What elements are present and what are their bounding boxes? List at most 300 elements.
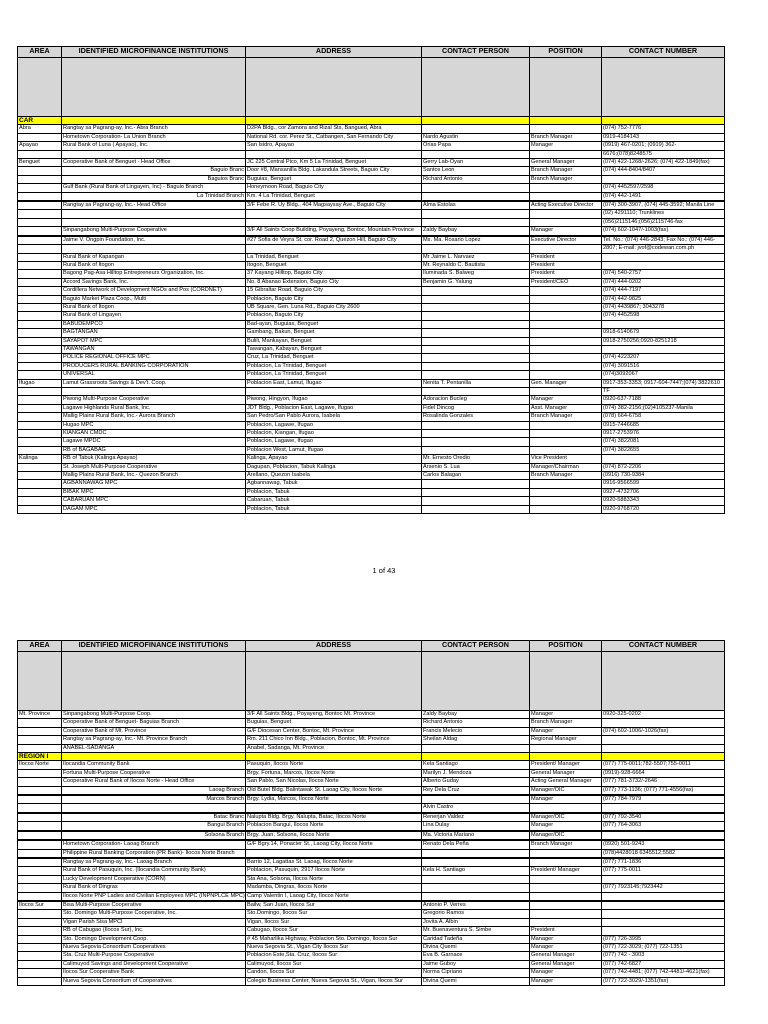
table-body — [18, 711, 725, 986]
cell-position — [530, 125, 602, 133]
table-row — [18, 858, 725, 866]
cell-position — [530, 480, 602, 488]
cell-contact-number: (074)3092067 — [602, 371, 725, 379]
cell-institution: Cooperative Bank of Benguet- Baguias Branch — [62, 719, 246, 727]
table-row — [18, 125, 725, 133]
table-row — [18, 813, 725, 821]
cell-institution — [62, 150, 246, 158]
cell-institution: UNIVERSAL — [62, 371, 246, 379]
header-position: POSITION — [530, 641, 602, 652]
table-row — [18, 236, 725, 244]
cell-contact-number: (077) 726-3995 — [602, 935, 725, 943]
cell-contact-number: 0920-5883343 — [602, 497, 725, 505]
cell-contact-number: (077) 771-1836 — [602, 858, 725, 866]
cell-area — [18, 786, 62, 794]
cell-contact-number: (077) 775-0011 — [602, 867, 725, 875]
cell-area — [18, 236, 62, 244]
header-address: ADDRESS — [246, 641, 422, 652]
table-row — [18, 192, 725, 200]
cell-area — [18, 858, 62, 866]
cell-address: Vigan, Ilocos Sur — [246, 918, 422, 926]
cell-institution: Baguios Branc — [62, 175, 246, 183]
cell-position — [530, 438, 602, 446]
cell-area — [18, 287, 62, 295]
cell-address: Camp Valentin I, Laoag City, Ilocos Norte — [246, 892, 422, 900]
cell-address: Poblacion Bangui, Ilocos Norte — [246, 822, 422, 830]
cell-address: G/F Bgry.14, Ponacier St., Laoag City, Ilocos Norte — [246, 841, 422, 849]
table-row — [18, 388, 725, 396]
cell-contact-number — [602, 910, 725, 918]
cell-contact-person: Antonio P. Verres — [422, 901, 530, 909]
cell-area — [18, 354, 62, 362]
cell-contact-person: Divina Quemi — [422, 977, 530, 985]
cell-position: Manager — [530, 796, 602, 804]
cell-address: JDT Bldg., Poblacion East, Lagawe, Ifugao — [246, 404, 422, 412]
cell-position: Manager — [530, 943, 602, 951]
cell-institution — [62, 218, 246, 226]
cell-position — [530, 421, 602, 429]
cell-area — [18, 719, 62, 727]
cell-contact-number: 0927-4732706 — [602, 488, 725, 496]
header-area: AREA — [18, 641, 62, 652]
table-row — [18, 218, 725, 226]
cell-area: Mt. Province — [18, 711, 62, 719]
header-contact-person: CONTACT PERSON — [422, 47, 530, 58]
cell-contact-person: Ma. Victoria Mariano — [422, 831, 530, 839]
cell-address: Sta Ana, Solsona, Ilocos Norte — [246, 875, 422, 883]
cell-address: Buguias, Benguet — [246, 719, 422, 727]
cell-area — [18, 261, 62, 269]
cell-contact-number: (077) 722-3029; (077) 722-1351 — [602, 943, 725, 951]
cell-contact-person: Jaime Guboy — [422, 960, 530, 968]
cell-contact-number: (074) 442-1491 — [602, 192, 725, 200]
cell-address: Dagupan, Poblacion, Tabuk Kalinga — [246, 463, 422, 471]
cell-contact-person: Nardo Agustin — [422, 133, 530, 141]
cell-address: Poblacion East, Lamut, Ifugao — [246, 379, 422, 387]
cell-address: Colegio Business Center, Nueva Segovia St., Vigan, Ilocos Sur — [246, 977, 422, 985]
cell-area — [18, 270, 62, 278]
cell-contact-person: Nenita T. Pentanilla — [422, 379, 530, 387]
cell-contact-person — [422, 892, 530, 900]
cell-address: Brgy. Fortuna, Marcos, Ilocos Norte — [246, 769, 422, 777]
cell-address: San Pablo, San Nicolas, Ilocos Norte — [246, 778, 422, 786]
cell-contact-number: 0920-9768720 — [602, 505, 725, 513]
cell-area — [18, 184, 62, 192]
cell-area — [18, 438, 62, 446]
cell-institution: Hometown Corporation- La Union Branch — [62, 133, 246, 141]
cell-institution: Sta. Cruz Multi-Purpose Cooperative — [62, 952, 246, 960]
section-cell — [530, 753, 602, 761]
cell-area — [18, 977, 62, 985]
cell-position: Vice President — [530, 455, 602, 463]
cell-area — [18, 927, 62, 935]
cell-area — [18, 421, 62, 429]
cell-institution: Sinpangabong Multi-Purpose Coop. — [62, 711, 246, 719]
cell-contact-person — [422, 303, 530, 311]
cell-position: General Manager — [530, 159, 602, 167]
table-row — [18, 438, 725, 446]
header-institutions: IDENTIFIED MICROFINANCE INSTITUTIONS — [62, 641, 246, 652]
table-row — [18, 935, 725, 943]
cell-position: Manager — [530, 396, 602, 404]
cell-contact-number: (074) 540-2757 — [602, 270, 725, 278]
cell-address: Old Butel Bldg. Balintawak St. Laoag City, Ilocos Norte — [246, 786, 422, 794]
cell-position: Branch Manager — [530, 167, 602, 175]
cell-address: Poblacion West, Lamut, Ifugao — [246, 446, 422, 454]
cell-area — [18, 133, 62, 141]
cell-contact-person — [422, 150, 530, 158]
section-label: REGION I — [18, 753, 62, 761]
cell-contact-number: (077) 792-3540 — [602, 813, 725, 821]
cell-position: Manager — [530, 727, 602, 735]
table-row — [18, 960, 725, 968]
table-row — [18, 884, 725, 892]
cell-contact-person: Eva B. Garnace — [422, 952, 530, 960]
cell-area — [18, 472, 62, 480]
cell-contact-number — [602, 831, 725, 839]
cell-position: Manager — [530, 977, 602, 985]
cell-contact-number — [602, 719, 725, 727]
cell-position — [530, 505, 602, 513]
table-row — [18, 396, 725, 404]
table-row — [18, 379, 725, 387]
cell-contact-person: Rosalinda Gonzales — [422, 413, 530, 421]
cell-position — [530, 892, 602, 900]
cell-contact-number: (074) 382-2156;(02)4105237-Manila — [602, 404, 725, 412]
cell-institution: RB of Tabuk (Kalinga Apayao) — [62, 455, 246, 463]
cell-contact-person — [422, 210, 530, 218]
cell-position — [530, 362, 602, 370]
table-row — [18, 184, 725, 192]
cell-institution: BAGTANGAN — [62, 329, 246, 337]
cell-position — [530, 184, 602, 192]
cell-area — [18, 430, 62, 438]
cell-position: Manager/Chairman — [530, 463, 602, 471]
header-row — [18, 47, 725, 58]
cell-contact-number: (074) 300-3907, (074) 445-3592; Manila Line — [602, 202, 725, 210]
cell-contact-person: Alvin Castro — [422, 804, 530, 812]
cell-contact-number: (074) 444-0202 — [602, 278, 725, 286]
cell-institution — [62, 388, 246, 396]
cell-institution: Rural Bank of Kapangan — [62, 253, 246, 261]
cell-contact-number: (074) 752-7776 — [602, 125, 725, 133]
cell-contact-person — [422, 446, 530, 454]
cell-contact-person — [422, 192, 530, 200]
cell-institution: CABARUAN MPC — [62, 497, 246, 505]
cell-area — [18, 312, 62, 320]
header-area: AREA — [18, 47, 62, 58]
cell-contact-person: Iluminada S. Balweg — [422, 270, 530, 278]
table-row — [18, 133, 725, 141]
cell-contact-person — [422, 354, 530, 362]
cell-position — [530, 858, 602, 866]
cell-contact-number: (0919)-928-6664 — [602, 769, 725, 777]
cell-position: Regional Manager — [530, 736, 602, 744]
cell-institution: Baguio Branc — [62, 167, 246, 175]
cell-area — [18, 362, 62, 370]
cell-contact-person — [422, 320, 530, 328]
cell-contact-person: Renerjan Valdez — [422, 813, 530, 821]
cell-contact-person: Alma Estolas — [422, 202, 530, 210]
table-row — [18, 892, 725, 900]
cell-contact-person — [422, 505, 530, 513]
cell-address: UB Square, Gen. Luna Rd., Baguio City 2600 — [246, 303, 422, 311]
cell-position — [530, 744, 602, 752]
cell-area — [18, 446, 62, 454]
cell-area — [18, 892, 62, 900]
cell-contact-number: (077) 742-4481; (077) 742-4481/-4621(fax) — [602, 969, 725, 977]
table-row — [18, 245, 725, 253]
cell-contact-person — [422, 480, 530, 488]
cell-contact-number: (056)2115146;(056)2115746-fax — [602, 218, 725, 226]
cell-contact-number: 0918-2750256;0920-8251218 — [602, 337, 725, 345]
cell-address: Bailw, San Juan, Ilocos Sur — [246, 901, 422, 909]
cell-address — [246, 210, 422, 218]
cell-institution: RB of BAGABAG — [62, 446, 246, 454]
cell-address: Kalinga, Apayao — [246, 455, 422, 463]
cell-contact-person — [422, 430, 530, 438]
table-row — [18, 761, 725, 769]
cell-address: Tawangan, Kabayan, Benguet — [246, 345, 422, 353]
cell-position — [530, 354, 602, 362]
cell-institution: Hometown Corporation- Laoag Branch — [62, 841, 246, 849]
cell-area — [18, 505, 62, 513]
cell-position — [530, 884, 602, 892]
cell-address — [246, 150, 422, 158]
table-row — [18, 744, 725, 752]
table-row — [18, 404, 725, 412]
cell-contact-person: Zaldy Baybay — [422, 227, 530, 235]
cell-contact-person: Zaldy Baybay — [422, 711, 530, 719]
cell-position: Acting General Manager — [530, 778, 602, 786]
cell-area — [18, 192, 62, 200]
header-address: ADDRESS — [246, 47, 422, 58]
cell-address: Poblacion, La Trinidad, Benguet — [246, 371, 422, 379]
cell-position — [530, 287, 602, 295]
cell-contact-number: Tel. No.: (074) 446-2843; Fax No.: (074) 446- — [602, 236, 725, 244]
cell-area — [18, 744, 62, 752]
cell-institution: Rural Bank of Luna ( Apayao), Inc. — [62, 142, 246, 150]
table-body — [18, 125, 725, 514]
cell-position: General Manager — [530, 952, 602, 960]
cell-area — [18, 345, 62, 353]
table-row — [18, 943, 725, 951]
cell-institution: Bisa Multi-Purpose Cooperative — [62, 901, 246, 909]
cell-position: Manager/OIC — [530, 831, 602, 839]
cell-contact-number: (074) 3822081 — [602, 438, 725, 446]
cell-position: Branch Manager — [530, 413, 602, 421]
cell-address: Gambang, Bakun, Benguet — [246, 329, 422, 337]
cell-contact-person: Caridad Tadeña — [422, 935, 530, 943]
cell-contact-person — [422, 245, 530, 253]
cell-position — [530, 345, 602, 353]
table-row — [18, 455, 725, 463]
cell-institution: Solsona Branch — [62, 831, 246, 839]
cell-address: G/F Diocesan Center, Bontoc, Mt. Province — [246, 727, 422, 735]
cell-contact-person: Sheilan Aldag — [422, 736, 530, 744]
cell-contact-number — [602, 261, 725, 269]
cell-contact-person: Marilyn J. Mendoza — [422, 769, 530, 777]
cell-address: Poblacion, Tabuk — [246, 505, 422, 513]
cell-contact-person — [422, 875, 530, 883]
cell-contact-person: Mr Jaime L. Narvaez — [422, 253, 530, 261]
cell-contact-person: Fidel Dincog — [422, 404, 530, 412]
cell-position — [530, 918, 602, 926]
cell-contact-person: Jovita A. Albin — [422, 918, 530, 926]
cell-area: Apayao — [18, 142, 62, 150]
cell-address: Brgy. Juan, Solsona, Ilocos Norte — [246, 831, 422, 839]
cell-area — [18, 875, 62, 883]
cell-position: Branch Manager — [530, 133, 602, 141]
cell-contact-person — [422, 184, 530, 192]
cell-address: Poblacion, Lagawe, Ifugao — [246, 421, 422, 429]
cell-address: 15 Gibraltar Road, Baguio City — [246, 287, 422, 295]
cell-contact-number: (074) 442-9825 — [602, 295, 725, 303]
cell-institution: Sto. Domingo Development Coop. — [62, 935, 246, 943]
cell-area — [18, 278, 62, 286]
cell-institution: SAYAPOT MPC — [62, 337, 246, 345]
cell-address: Sto.Domingo, Ilocos Sur — [246, 910, 422, 918]
table-row — [18, 312, 725, 320]
cell-contact-number: 0920-637-7188 — [602, 396, 725, 404]
header-contact-number: CONTACT NUMBER — [602, 47, 725, 58]
cell-contact-number: (078)4428018 6345512;5582 — [602, 849, 725, 857]
cell-institution: Batac Branc — [62, 813, 246, 821]
cell-address: Agbannawag, Tabuk — [246, 480, 422, 488]
cell-position — [530, 303, 602, 311]
cell-institution: Rural Bank of Pasuquin, Inc. (Ilocandia Community Bank) — [62, 867, 246, 875]
cell-position: President — [530, 261, 602, 269]
cell-position — [530, 910, 602, 918]
cell-address — [246, 849, 422, 857]
cell-area — [18, 463, 62, 471]
section-row — [18, 753, 725, 761]
cell-address: 3/F Febe R. Uy Bldg., 404 Magsaysay Ave., Baguio City — [246, 202, 422, 210]
cell-contact-person: Mr. Reynaldo C. Bautista — [422, 261, 530, 269]
cell-address: Piwong, Hingyon, Ifugao — [246, 396, 422, 404]
cell-contact-number: (077) 781-3732/-2646 — [602, 778, 725, 786]
cell-position: Manager — [530, 227, 602, 235]
cell-address: #27 Sofia de Veyra St. cor. Road 2, Quezon Hill, Baguio City — [246, 236, 422, 244]
cell-contact-person — [422, 362, 530, 370]
cell-contact-person — [422, 858, 530, 866]
cell-area: Benguet — [18, 159, 62, 167]
cell-contact-number — [602, 736, 725, 744]
cell-institution: KIANGAN CMDC — [62, 430, 246, 438]
cell-area — [18, 295, 62, 303]
table-row — [18, 867, 725, 875]
cell-address: Arellano, Quezon Isabela — [246, 472, 422, 480]
table-row — [18, 769, 725, 777]
cell-area — [18, 867, 62, 875]
cell-contact-number: (074) 4452598 — [602, 312, 725, 320]
table-row — [18, 320, 725, 328]
section-label: CAR — [18, 117, 62, 125]
cell-contact-number: 0918-6140679 — [602, 329, 725, 337]
cell-institution — [62, 245, 246, 253]
section-cell — [246, 753, 422, 761]
cell-position: Manager — [530, 935, 602, 943]
cell-address: Madamba, Dingras, Ilocos Norte — [246, 884, 422, 892]
cell-position — [530, 295, 602, 303]
cell-area — [18, 849, 62, 857]
cell-position: Manager — [530, 822, 602, 830]
cell-area — [18, 371, 62, 379]
cell-position — [530, 901, 602, 909]
cell-contact-person — [422, 312, 530, 320]
cell-area — [18, 167, 62, 175]
table-row — [18, 952, 725, 960]
cell-address: Honeymoon Road, Baguio City — [246, 184, 422, 192]
cell-institution: Sto. Domingo Multi-Purpose Cooperative, Inc. — [62, 910, 246, 918]
cell-address: Calimuyod, Ilocos Sur — [246, 960, 422, 968]
cell-contact-number: (074) 4439867; 3043278 — [602, 303, 725, 311]
cell-address: Door #8, Mansanilla Bldg. Lakandula Streets, Baguio City — [246, 167, 422, 175]
cell-position — [530, 312, 602, 320]
cell-address: 37 Kayang Hilltop, Baguio City — [246, 270, 422, 278]
cell-position — [530, 218, 602, 226]
table-row — [18, 480, 725, 488]
cell-area — [18, 337, 62, 345]
cell-contact-person: Gregorio Ramos — [422, 910, 530, 918]
cell-institution: Rangtay sa Pagrang-ay, Inc.- Mt. Province Branch — [62, 736, 246, 744]
table-row — [18, 202, 725, 210]
cell-area — [18, 396, 62, 404]
cell-position — [530, 337, 602, 345]
cell-position: Branch Manager — [530, 841, 602, 849]
cell-institution: BIBAK MPC — [62, 488, 246, 496]
cell-contact-person: Mr. Buenaventura S. Simbe — [422, 927, 530, 935]
cell-contact-number — [602, 744, 725, 752]
table-row — [18, 927, 725, 935]
cell-contact-number: 0917-353-3353; 0917-604-7447;(074) 3822610 — [602, 379, 725, 387]
section-row — [18, 117, 725, 125]
cell-institution: Rural Bank of Itogon — [62, 261, 246, 269]
cell-address: Poblacion, Baguio City — [246, 295, 422, 303]
mfi-table-page-2 — [17, 640, 725, 986]
cell-area — [18, 210, 62, 218]
cell-contact-person — [422, 345, 530, 353]
cell-position: Acting Executive Director — [530, 202, 602, 210]
cell-institution: Lagawe Highlands Rural Bank, Inc. — [62, 404, 246, 412]
table-row — [18, 969, 725, 977]
table-row — [18, 337, 725, 345]
cell-area — [18, 778, 62, 786]
cell-contact-person: Adoracion Bucleg — [422, 396, 530, 404]
cell-institution: TAWANGAN — [62, 345, 246, 353]
cell-area — [18, 253, 62, 261]
table-row — [18, 421, 725, 429]
table-row — [18, 142, 725, 150]
cell-institution: Lucky Development Cooperative (CORN) — [62, 875, 246, 883]
cell-address — [246, 218, 422, 226]
cell-institution: Calimuyod Savings and Development Cooperative — [62, 960, 246, 968]
table-row — [18, 413, 725, 421]
cell-address: Poblacion, Pasuquin, 2917 Ilocos Norte — [246, 867, 422, 875]
table-row — [18, 159, 725, 167]
cell-institution: Cooperative Bank of Benguet - Head Office — [62, 159, 246, 167]
cell-position — [530, 371, 602, 379]
cell-address: Cruz, La Trinidad, Benguet — [246, 354, 422, 362]
cell-position: Manager/OIC — [530, 786, 602, 794]
cell-contact-number: 6676;(078)8248575 — [602, 150, 725, 158]
cell-position: Branch Manager — [530, 472, 602, 480]
page-number: 1 of 43 — [372, 566, 396, 575]
cell-contact-person: Kela H. Santiago — [422, 867, 530, 875]
cell-institution: Rangtay sa Pagrang-ay, Inc.- Laoag Branch — [62, 858, 246, 866]
cell-contact-number: (077) 764-3063 — [602, 822, 725, 830]
cell-institution: Baguio Market Plaza Coop., Multi — [62, 295, 246, 303]
